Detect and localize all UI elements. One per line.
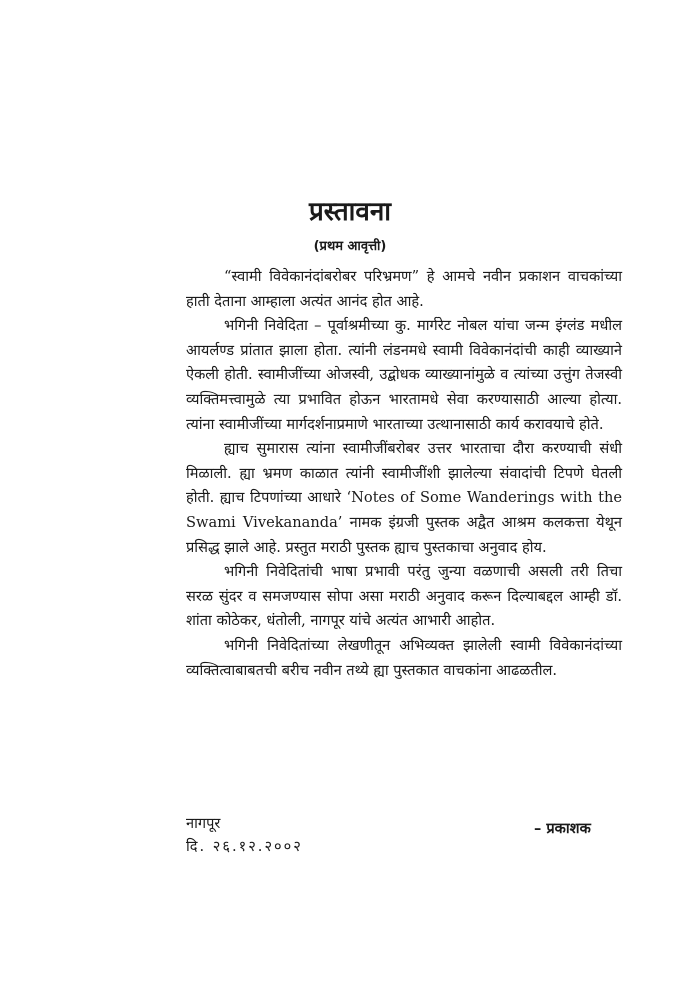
place-label: नागपूर [186, 815, 221, 832]
paragraph-5: भगिनी निवेदितांच्या लेखणीतून अभिव्यक्त झालेली स्वामी विवेकानंदांच्या व्यक्तित्वाबाबतची बरीच नवीन तथ्ये ह्या पुस्तकात वाचकांना आढळतील. [186, 636, 622, 679]
date-label: दि. २६.१२.२००२ [186, 838, 303, 855]
paragraph-3: ह्याच सुमारास त्यांना स्वामीजींबरोबर उत्तर भारताचा दौरा करण्याची संधी मिळाली. ह्या भ्रमण काळात त्यांनी स्वामीजींशी झालेल्या संवादांची टिपणे घेतली होती. ह्याच टिपणांच्या आधारे ‘Notes of Some Wanderings with the Swami Vivekananda’ नामक इंग्रजी पुस्तक अद्वैत आश्रम कलकत्ता येथून प्रसिद्ध झाले आहे. प्रस्तुत मराठी पुस्तक ह्याच पुस्तकाचा अनुवाद होय. [186, 440, 622, 556]
page-title: प्रस्तावना [308, 197, 392, 227]
place-and-date [186, 812, 303, 858]
preface-body [186, 265, 622, 683]
publisher-signature: – प्रकाशक [534, 820, 591, 837]
paragraph-1: “स्वामी विवेकानंदांबरोबर परिभ्रमण” हे आमचे नवीन प्रकाशन वाचकांच्या हाती देताना आम्हाला अत्यंत आनंद होत आहे. [186, 268, 622, 310]
edition-subtitle: (प्रथम आवृत्ती) [313, 239, 387, 254]
paragraph-4: भगिनी निवेदितांची भाषा प्रभावी परंतु जुन्या वळणाची असली तरी तिचा सरळ सुंदर व समजण्यास सोपा असा मराठी अनुवाद करून दिल्याबद्दल आम्ही डॉ. शांता कोठेकर, धंतोली, नागपूर यांचे अत्यंत आभारी आहोत. [186, 563, 622, 630]
paragraph-2: भगिनी निवेदिता – पूर्वाश्रमीच्या कु. मार्गरेट नोबल यांचा जन्म इंग्लंड मधील आयर्लण्ड प्रांतात झाला होता. त्यांनी लंडनमधे स्वामी विवेकानंदांची काही व्याख्याने ऐकली होती. स्वामीजींच्या ओजस्वी, उद्बोधक व्याख्यानांमुळे व त्यांच्या उत्तुंग तेजस्वी व्यक्तिमत्त्वामुळे त्या प्रभावित होऊन भारतामधे सेवा करण्यासाठी आल्या होत्या. त्यांना स्वामीजींच्या मार्गदर्शनाप्रमाणे भारताच्या उत्थानासाठी कार्य करावयाचे होते. [186, 317, 622, 433]
